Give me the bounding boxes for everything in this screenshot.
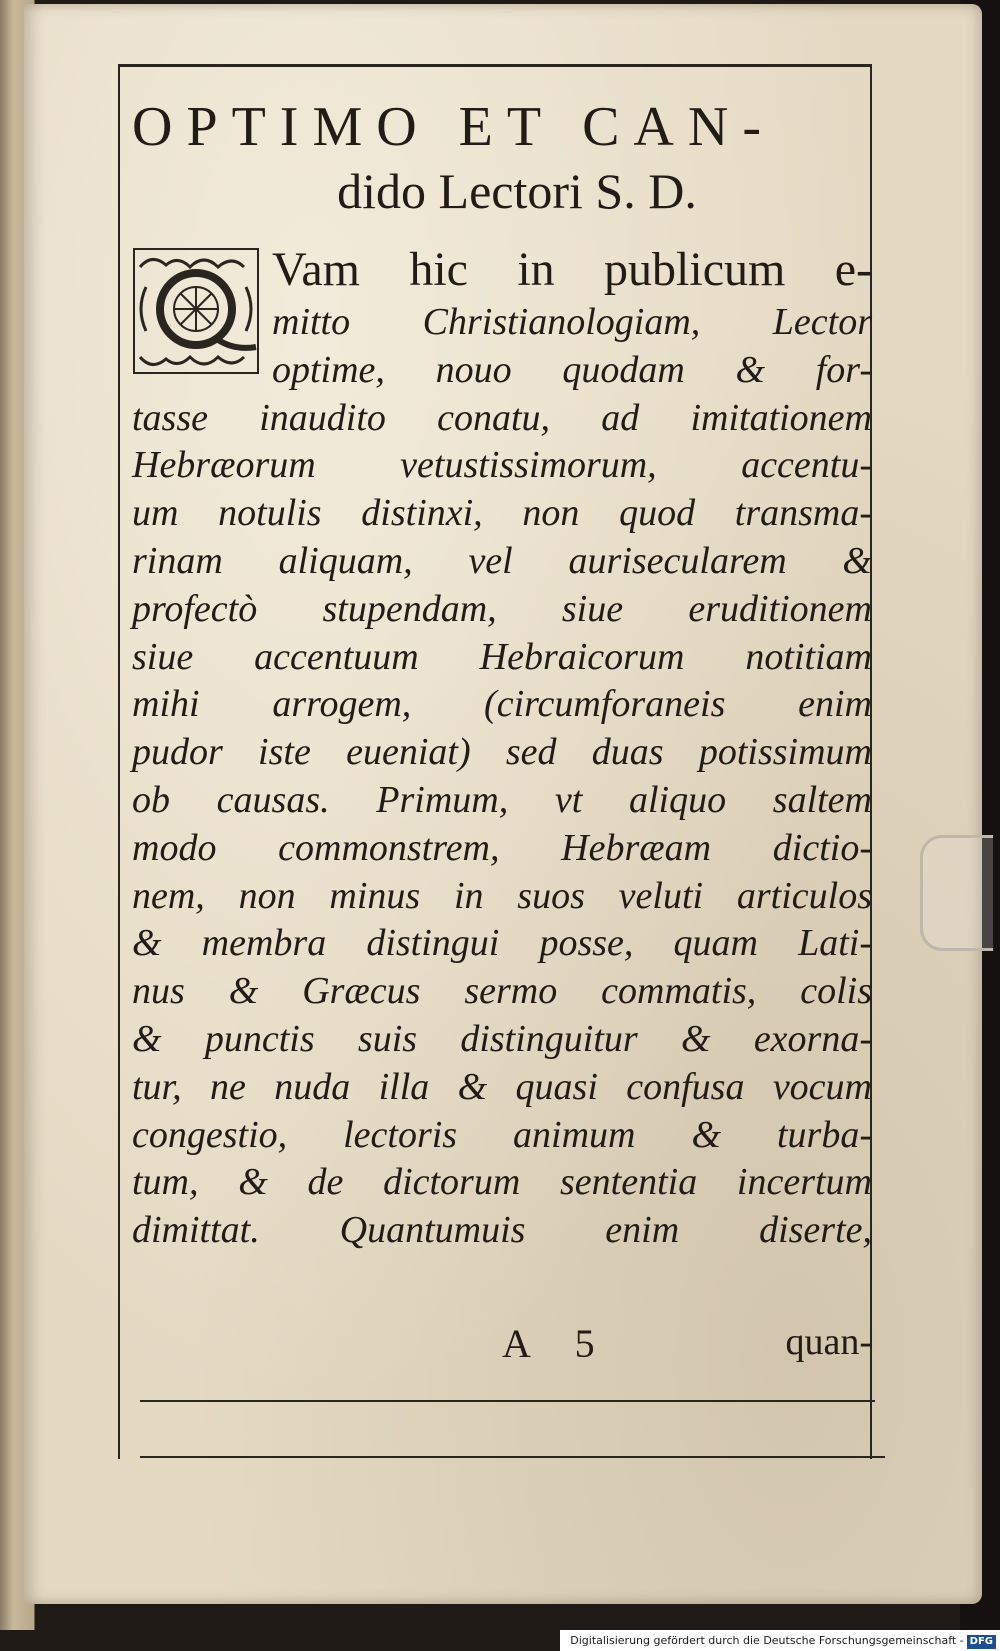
body-text xyxy=(132,241,872,1255)
page-clip xyxy=(920,835,993,951)
body-line: mitto Christianologiam, Lector xyxy=(272,301,872,343)
page-footer-line xyxy=(132,1320,872,1368)
text-block xyxy=(132,95,872,1255)
body-line: mihi arrogem, (circumforaneis enim xyxy=(132,683,872,726)
body-line: Hebræorum vetustissimorum, accentu- xyxy=(132,444,872,487)
body-line: siue accentuum Hebraicorum notitiam xyxy=(132,635,872,678)
frame-rule xyxy=(140,1456,885,1458)
body-line: congestio, lectoris animum & turba- xyxy=(132,1113,872,1156)
body-line: tasse inaudito conatu, ad imitationem xyxy=(132,396,872,439)
heading-line-1: OPTIMO ET CAN- xyxy=(132,96,775,158)
body-line: um notulis distinxi, non quod transma- xyxy=(132,492,872,535)
body-line: tur, ne nuda illa & quasi confusa vocum xyxy=(132,1065,872,1108)
body-line: tum, & de dictorum sententia incertum xyxy=(132,1161,872,1204)
signature-mark: A 5 xyxy=(502,1321,613,1366)
heading-line-2: dido Lectori S. D. xyxy=(337,163,697,219)
dfg-logo-icon: DFG xyxy=(967,1635,996,1649)
body-line: nem, non minus in suos veluti articulos xyxy=(132,874,872,917)
body-line: nus & Græcus sermo commatis, colis xyxy=(132,970,872,1013)
body-line: optime, nouo quodam & for- xyxy=(272,348,872,391)
catchword: quan- xyxy=(785,1321,872,1363)
body-line: & punctis suis distinguitur & exorna- xyxy=(132,1017,872,1060)
body-line: pudor iste eueniat) sed duas potissimum xyxy=(132,731,872,774)
frame-rule xyxy=(140,1400,875,1402)
decorated-initial-q-icon xyxy=(132,247,260,375)
credit-text: Digitalisierung gefördert durch die Deutsche Forschungsgemeinschaft - xyxy=(570,1634,964,1647)
body-line: modo commonstrem, Hebræam dictio- xyxy=(132,826,872,869)
body-line: & membra distingui posse, quam Lati- xyxy=(132,922,872,965)
body-line: Vam hic in publicum e- xyxy=(272,243,872,296)
body-line: ob causas. Primum, vt aliquo saltem xyxy=(132,778,872,821)
body-line: dimittat. Quantumuis enim diserte, xyxy=(132,1209,872,1252)
body-line: rinam aliquam, vel aurisecularem & xyxy=(132,539,872,582)
digitization-credit xyxy=(560,1630,1000,1651)
body-line: profectò stupendam, siue eruditionem xyxy=(132,587,872,630)
